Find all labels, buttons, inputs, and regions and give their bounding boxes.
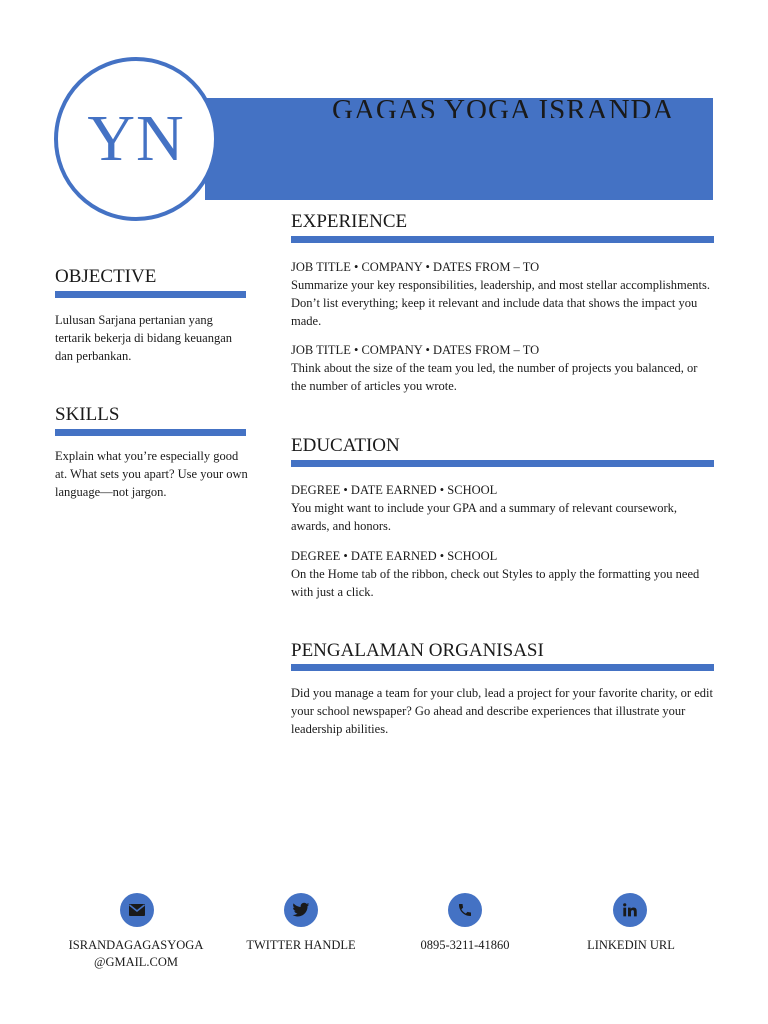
experience-item-text: Think about the size of the team you led, the number of projects you balanced, or the number of articles you wrote. — [291, 361, 698, 393]
email-line-1: ISRANDAGAGASYOGA — [68, 938, 204, 952]
monogram-circle — [54, 57, 218, 221]
education-item — [291, 481, 715, 535]
organization-divider — [291, 664, 714, 671]
email-icon — [120, 893, 154, 927]
monogram-initials: YN — [87, 102, 185, 175]
education-item — [291, 547, 717, 601]
organization-heading: PENGALAMAN ORGANISASI — [291, 640, 544, 661]
skills-heading: SKILLS — [55, 404, 120, 425]
experience-item-title: JOB TITLE • COMPANY • DATES FROM – TO — [291, 260, 540, 274]
education-item-title: DEGREE • DATE EARNED • SCHOOL — [291, 483, 498, 497]
experience-item — [291, 341, 715, 395]
twitter-handle[interactable]: TWITTER HANDLE — [246, 938, 356, 952]
education-item-title: DEGREE • DATE EARNED • SCHOOL — [291, 549, 498, 563]
candidate-name: GAGAS YOGA ISRANDA — [332, 94, 675, 118]
experience-item-text: Summarize your key responsibilities, leadership, and most stellar accomplishments. Don’t list everything; keep it relevant and include data that shows the impact you made. — [291, 278, 711, 328]
education-divider — [291, 460, 714, 467]
skills-text: Explain what you’re especially good at. What sets you apart? Use your own language—not jargon. — [55, 449, 248, 499]
experience-divider — [291, 236, 714, 243]
objective-text: Lulusan Sarjana pertanian yang tertarik bekerja di bidang keuangan dan perbankan. — [55, 313, 233, 363]
email-line-2: @GMAIL.COM — [93, 955, 179, 969]
twitter-icon — [284, 893, 318, 927]
linkedin-url[interactable]: LINKEDIN URL — [587, 938, 675, 952]
organization-text: Did you manage a team for your club, lead a project for your favorite charity, or edit your school newspaper? Go ahead and describe experiences that illustrate your leadership abilities. — [291, 686, 713, 736]
phone-icon — [448, 893, 482, 927]
objective-divider — [55, 291, 246, 298]
objective-heading: OBJECTIVE — [55, 266, 157, 287]
experience-item — [291, 258, 715, 330]
education-item-text: On the Home tab of the ribbon, check out Styles to apply the formatting you need with just a click. — [291, 567, 700, 599]
skills-divider — [55, 429, 246, 436]
phone-number[interactable]: 0895-3211-41860 — [420, 938, 510, 952]
experience-heading: EXPERIENCE — [291, 211, 408, 232]
education-heading: EDUCATION — [291, 435, 400, 456]
education-item-text: You might want to include your GPA and a summary of relevant coursework, awards, and honors. — [291, 501, 678, 533]
linkedin-icon — [613, 893, 647, 927]
experience-item-title: JOB TITLE • COMPANY • DATES FROM – TO — [291, 343, 540, 357]
